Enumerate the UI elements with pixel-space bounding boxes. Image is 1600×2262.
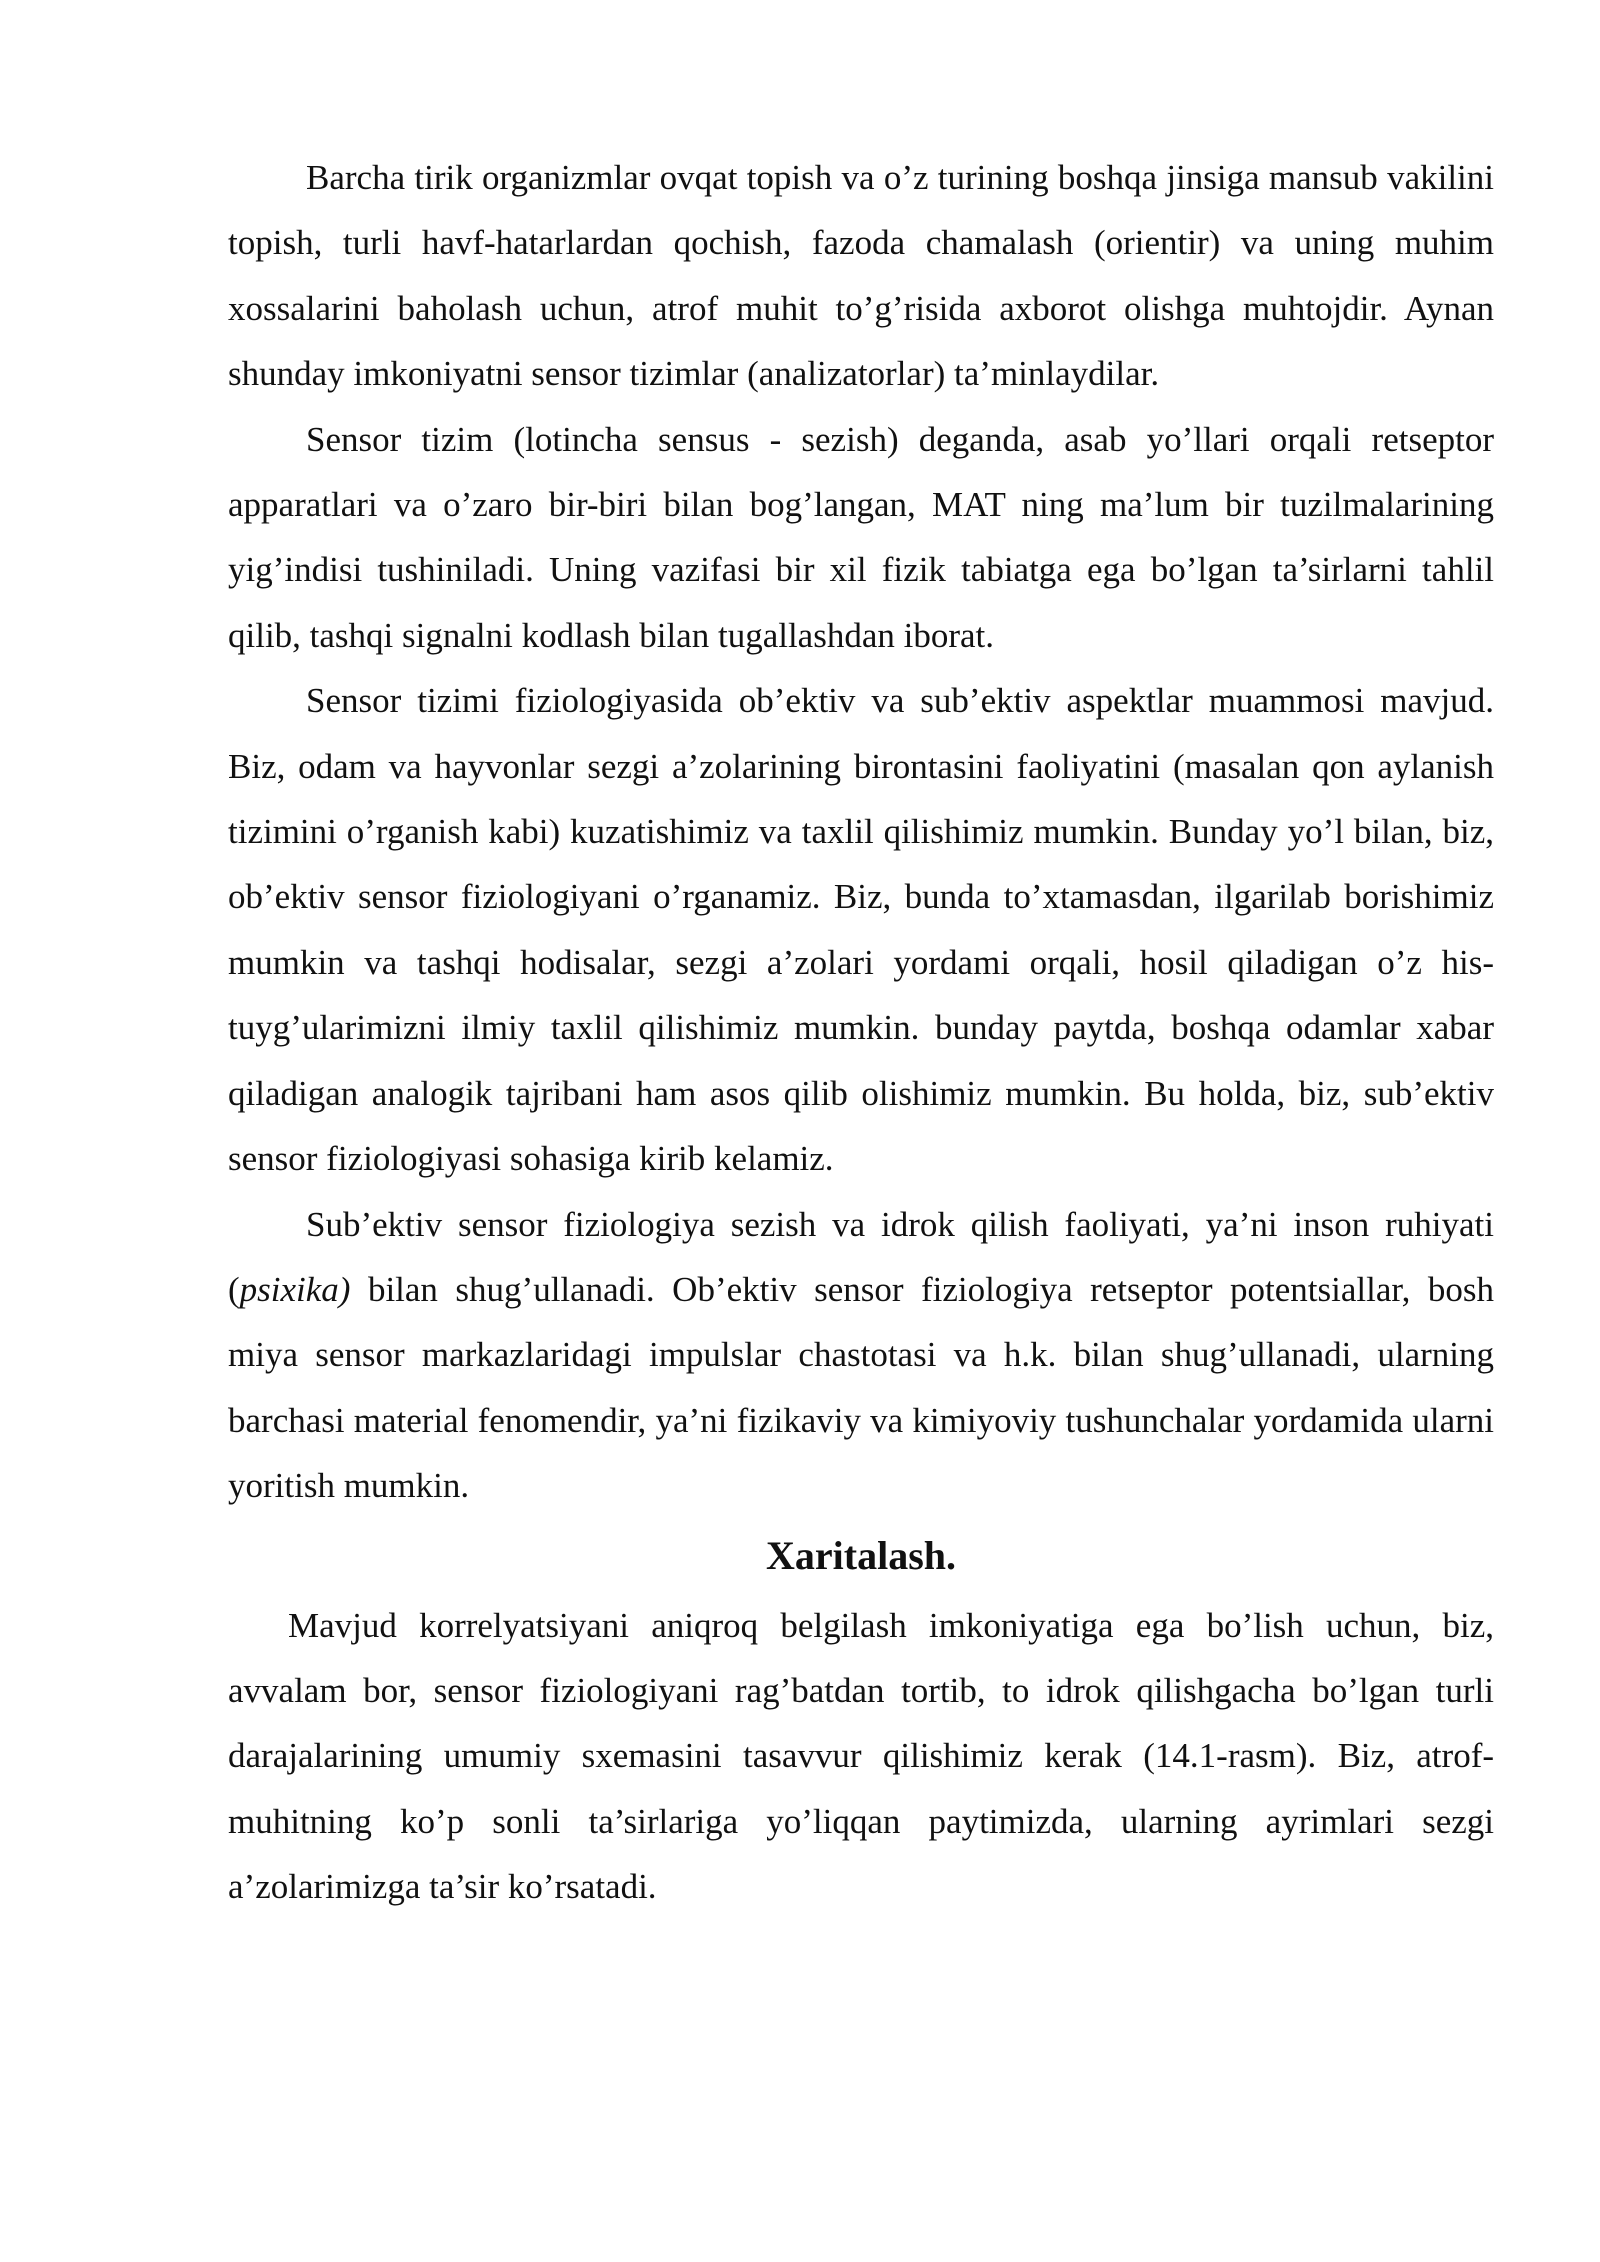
paragraph-sensor-definition: Sensor tizim (lotincha sensus - sezish) deganda, asab yo’llari orqali retseptor apparatlari va o’zaro bir-biri bilan bog’langan, MAT ning ma’lum bir tuzilmalarining yig’indisi tushiniladi. Uning vazifasi bir xil fizik tabiatga ega bo’lgan ta’sirlarni tahlil qilib, tashqi signalni kodlash bilan tugallashdan iborat.: [228, 419, 1494, 655]
paragraph-subjective-start: Sub’ektiv sensor fiziologiya sezish va idrok qilish faoliyati, ya’ni inson ruhiyati (: [228, 1204, 1494, 1309]
paragraph-subjective-end: bilan shug’ullanadi. Ob’ektiv sensor fiziologiya retseptor potentsiallar, bosh miya sensor markazlaridagi impulslar chastotasi va h.k. bilan shug’ullanadi, ularning barchasi material fenomendir, ya’ni fizikaviy va kimiyoviy tushunchalar yordamida ularni yoritish mumkin.: [228, 1269, 1494, 1506]
paragraph-objective-subjective: Sensor tizimi fiziologiyasida ob’ektiv va sub’ektiv aspektlar muammosi mavjud. Biz, odam va hayvonlar sezgi a’zolarining birontasini faoliyatini (masalan qon aylanish tizimini o’rganish kabi) kuzatishimiz va taxlil qilishimiz mumkin. Bunday yo’l bilan, biz, ob’ektiv sensor fiziologiyani o’rganamiz. Biz, bunda to’xtamasdan, ilgarilab borishimiz mumkin va tashqi hodisalar, sezgi a’zolari yordami orqali, hosil qiladigan o’z his-tuyg’ularimizni ilmiy taxlil qilishimiz mumkin. bunday paytda, boshqa odamlar xabar qiladigan analogik tajribani ham asos qilib olishimiz mumkin. Bu holda, biz, sub’ektiv sensor fiziologiyasi sohasiga kirib kelamiz.: [228, 681, 1494, 1179]
paragraph-subjective-physiology: [228, 1192, 1494, 1519]
document-page: [228, 145, 1494, 1920]
paragraph-mapping: Mavjud korrelyatsiyani aniqroq belgilash imkoniyatiga ega bo’lish uchun, biz, avvalam bor, sensor fiziologiyani rag’batdan tortib, to idrok qilishgacha bo’lgan turli darajalarining umumiy sxemasini tasavvur qilishimiz kerak (14.1-rasm). Biz, atrof-muhitning ko’p sonli ta’sirlariga yo’liqqan paytimizda, ularning ayrimlari sezgi a’zolarimizga ta’sir ko’rsatadi.: [228, 1605, 1494, 1907]
psixika-term: psixika): [239, 1269, 351, 1309]
paragraph-intro: Barcha tirik organizmlar ovqat topish va o’z turining boshqa jinsiga mansub vakilini topish, turli havf-hatarlardan qochish, fazoda chamalash (orientir) va uning muhim xossalarini baholash uchun, atrof muhit to’g’risida axborot olishga muhtojdir. Aynan shunday imkoniyatni sensor tizimlar (analizatorlar) ta’minlaydilar.: [228, 158, 1494, 394]
section-heading: Xaritalash.: [766, 1532, 956, 1578]
